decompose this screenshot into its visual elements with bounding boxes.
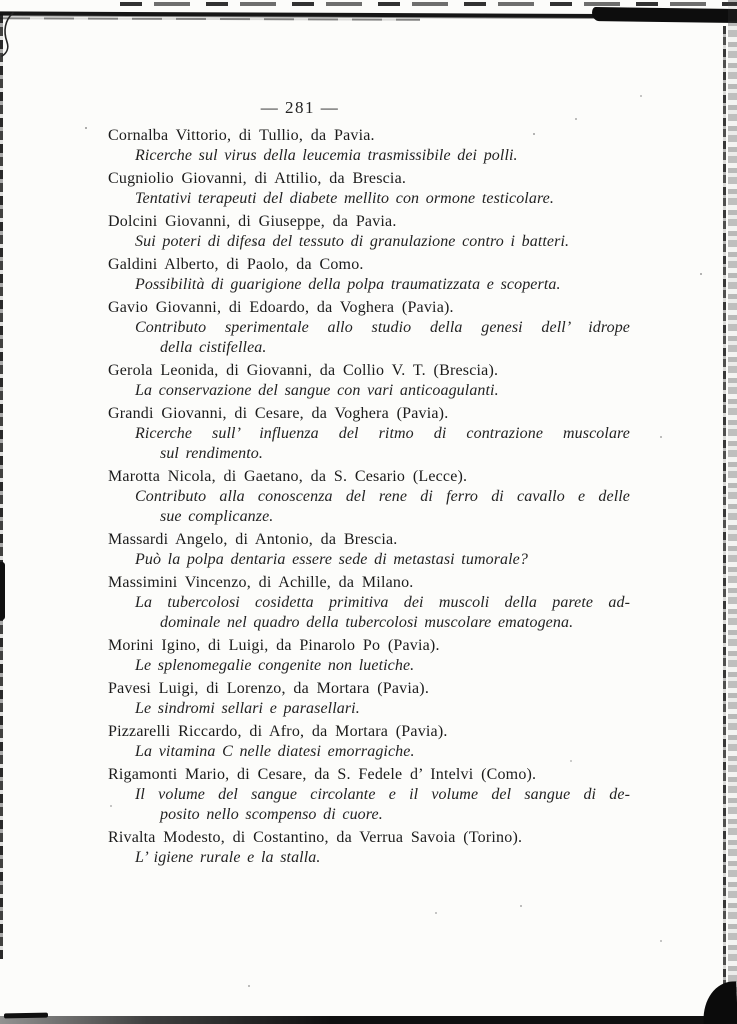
entry-title-line: Possibilità di guarigione della polpa traumatizzata e scoperta.: [135, 276, 561, 293]
entry-thesis-title: [135, 146, 630, 166]
entry-name: Massimini Vincenzo, di Achille, da Milano.: [108, 574, 414, 591]
entry-title-line: La vitamina C nelle diatesi emorragiche.: [135, 743, 415, 760]
entry-name: Cugniolio Giovanni, di Attilio, da Brescia.: [108, 170, 407, 187]
graduate-entry: [108, 530, 632, 570]
graduate-entry: [108, 404, 632, 464]
graduate-entry: [108, 679, 632, 719]
graduate-entry: [108, 765, 632, 825]
entry-title-line: Ricerche sul virus della leucemia trasmissibile dei polli.: [135, 147, 518, 164]
entry-name: Rigamonti Mario, di Cesare, da S. Fedele d’ Intelvi (Como).: [108, 766, 537, 783]
graduate-entry: [108, 298, 632, 358]
entry-title-line: posito nello scompenso di cuore.: [160, 806, 383, 823]
scan-artifact-right-edge: [723, 26, 726, 1024]
entry-name: Galdini Alberto, di Paolo, da Como.: [108, 256, 364, 273]
scan-artifact-top-border: [0, 11, 737, 18]
entry-thesis-title: [135, 424, 630, 464]
entry-name: Rivalta Modesto, di Costantino, da Verrua Savoia (Torino).: [108, 829, 523, 846]
entry-title-line: della cistifellea.: [160, 339, 267, 356]
entries-list: [108, 126, 632, 871]
entry-thesis-title: [135, 381, 630, 401]
entry-name: Marotta Nicola, di Gaetano, da S. Cesario (Lecce).: [108, 468, 468, 485]
entry-title-line: Contributo alla conoscenza del rene di ferro di cavallo e delle: [135, 488, 630, 505]
entry-thesis-title: [135, 742, 630, 762]
entry-thesis-title: [135, 487, 630, 527]
entry-name: Cornalba Vittorio, di Tullio, da Pavia.: [108, 127, 375, 144]
entry-name: Pavesi Luigi, di Lorenzo, da Mortara (Pavia).: [108, 680, 430, 697]
entry-title-line: Può la polpa dentaria essere sede di metastasi tumorale?: [135, 551, 528, 568]
page-number: — 281 —: [260, 98, 340, 117]
graduate-entry: [108, 126, 632, 166]
entry-thesis-title: [135, 275, 630, 295]
entry-title-line: Sui poteri di difesa del tessuto di granulazione contro i batteri.: [135, 233, 570, 250]
entry-title-line: La tubercolosi cosidetta primitiva dei muscoli della parete ad-: [135, 594, 630, 611]
entry-thesis-title: [135, 593, 630, 633]
graduate-entry: [108, 169, 632, 209]
graduate-entry: [108, 636, 632, 676]
entry-title-line: Le splenomegalie congenite non luetiche.: [135, 657, 415, 674]
entry-name: Dolcini Giovanni, di Giuseppe, da Pavia.: [108, 213, 397, 230]
graduate-entry: [108, 573, 632, 633]
entry-title-line: Il volume del sangue circolante e il volume del sangue di de-: [135, 786, 630, 803]
entry-title-line: sue complicanze.: [160, 508, 274, 525]
entry-thesis-title: [135, 189, 630, 209]
graduate-entry: [108, 255, 632, 295]
graduate-entry: [108, 722, 632, 762]
scan-artifact-left-blob: [0, 562, 5, 620]
entry-thesis-title: [135, 232, 630, 252]
scan-artifact-bottom-left-mark: [4, 1013, 48, 1019]
entry-title-line: Le sindromi sellari e parasellari.: [135, 700, 360, 717]
scan-artifact-specks: [0, 0, 2, 2]
entry-name: Gavio Giovanni, di Edoardo, da Voghera (Pavia).: [108, 299, 454, 316]
entry-title-line: La conservazione del sangue con vari anticoagulanti.: [135, 382, 499, 399]
scan-artifact-left-edge: [0, 14, 3, 959]
entry-thesis-title: [135, 656, 630, 676]
entry-thesis-title: [135, 550, 630, 570]
entry-thesis-title: [135, 848, 630, 868]
graduate-entry: [108, 361, 632, 401]
entry-name: Gerola Leonida, di Giovanni, da Collio V. T. (Brescia).: [108, 362, 499, 379]
entry-title-line: sul rendimento.: [160, 445, 263, 462]
entry-thesis-title: [135, 699, 630, 719]
entry-thesis-title: [135, 785, 630, 825]
entry-thesis-title: [135, 318, 630, 358]
entry-title-line: Contributo sperimentale allo studio della genesi dell’ idrope: [135, 319, 630, 336]
entry-title-line: L’ igiene rurale e la stalla.: [135, 849, 321, 866]
graduate-entry: [108, 467, 632, 527]
scan-artifact-right-strip: [728, 0, 737, 1024]
entry-name: Massardi Angelo, di Antonio, da Brescia.: [108, 531, 398, 548]
entry-name: Grandi Giovanni, di Cesare, da Voghera (Pavia).: [108, 405, 449, 422]
scan-artifact-bottom-border: [0, 1016, 737, 1024]
entry-name: Morini Igino, di Luigi, da Pinarolo Po (Pavia).: [108, 637, 440, 654]
pen-mark-icon: [0, 10, 20, 58]
scan-artifact-top-border-secondary: [0, 17, 420, 20]
entry-name: Pizzarelli Riccardo, di Afro, da Mortara (Pavia).: [108, 723, 448, 740]
scan-artifact-bottom-right-blob: [702, 981, 737, 1024]
graduate-entry: [108, 828, 632, 868]
entry-title-line: Ricerche sull’ influenza del ritmo di contrazione muscolare: [135, 425, 630, 442]
graduate-entry: [108, 212, 632, 252]
entry-title-line: Tentativi terapeuti del diabete mellito con ormone testicolare.: [135, 190, 554, 207]
scan-artifact-top-right-bar: [592, 7, 737, 23]
entry-title-line: dominale nel quadro della tubercolosi muscolare ematogena.: [160, 614, 574, 631]
scan-artifact-top-dashes: [120, 2, 737, 6]
